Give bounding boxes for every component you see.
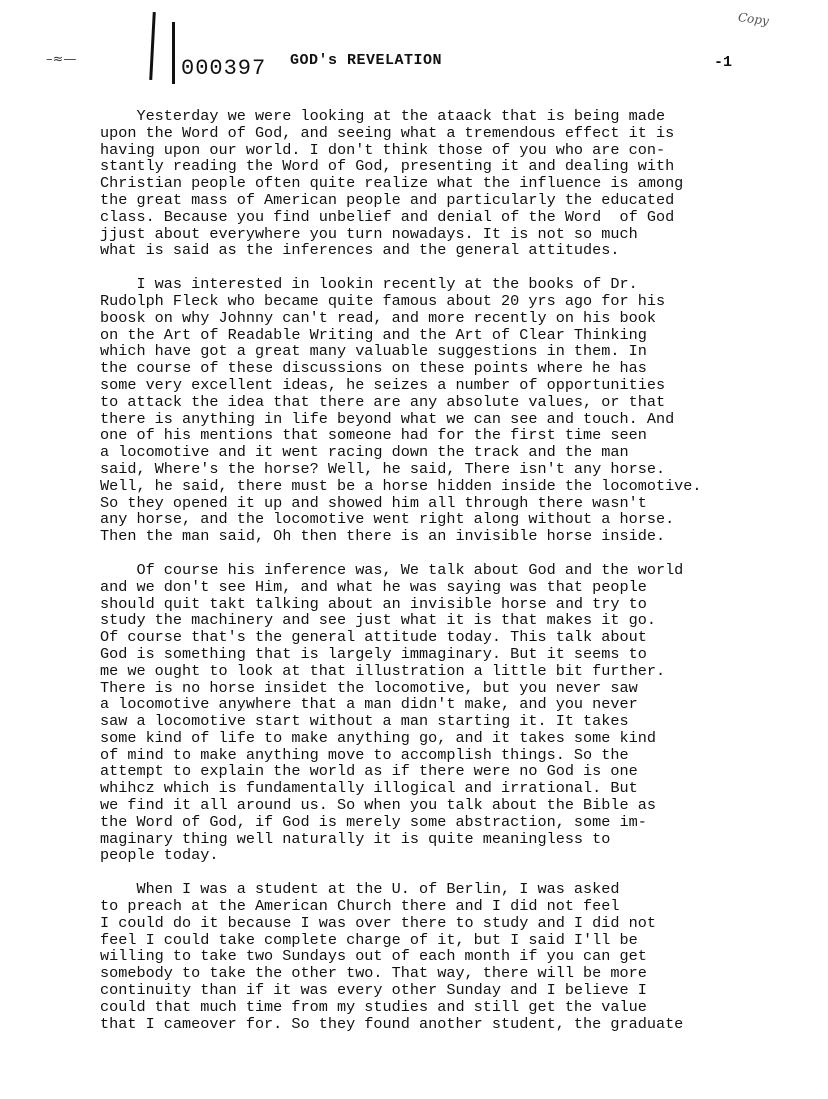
text-line: saw a locomotive start without a man starting it. It takes [100, 712, 629, 731]
paragraph [100, 881, 800, 1032]
text-line: attempt to explain the world as if there were no God is one [100, 762, 638, 781]
text-line: I could do it because I was over there to study and I did not [100, 913, 656, 932]
text-line: some very excellent ideas, he seizes a number of opportunities [100, 375, 666, 394]
text-line: me we ought to look at that illustration a little bit further. [100, 661, 666, 680]
text-line: what is said as the inferences and the general attitudes. [100, 241, 620, 260]
text-line: Of course that's the general attitude today. This talk about [100, 628, 647, 647]
text-line: Christian people often quite realize what the influence is among [100, 174, 684, 193]
page-number: -1 [714, 54, 733, 71]
paragraph [100, 562, 800, 864]
text-line: When I was a student at the U. of Berlin, I was asked [100, 880, 620, 899]
text-line: study the machinery and see just what it is that makes it go. [100, 611, 656, 630]
text-line: Well, he said, there must be a horse hidden inside the locomotive. [100, 476, 702, 495]
text-line: some kind of life to make anything go, and it takes some kind [100, 728, 656, 747]
document-id: 000397 [181, 56, 267, 81]
text-line: So they opened it up and showed him all through there wasn't [100, 493, 647, 512]
text-line: There is no horse insidet the locomotive, but you never saw [100, 678, 638, 697]
text-line: any horse, and the locomotive went right along without a horse. [100, 510, 675, 529]
text-line: jjust about everywhere you turn nowadays. It is not so much [100, 224, 638, 243]
punch-mark-right [172, 22, 175, 84]
text-line: Yesterday we were looking at the ataack that is being made [100, 107, 666, 125]
text-line: a locomotive anywhere that a man didn't make, and you never [100, 695, 638, 714]
text-line: stantly reading the Word of God, presenting it and dealing with [100, 157, 675, 176]
text-line: feel I could take complete charge of it, but I said I'll be [100, 930, 638, 949]
text-line: I was interested in lookin recently at the books of Dr. [100, 275, 638, 294]
text-line: people today. [100, 846, 219, 865]
text-line: Rudolph Fleck who became quite famous about 20 yrs ago for his [100, 291, 666, 310]
text-line: continuity than if it was every other Sunday and I believe I [100, 981, 647, 1000]
page-title: GOD's REVELATION [290, 52, 443, 69]
text-line: upon the Word of God, and seeing what a tremendous effect it is [100, 123, 675, 142]
text-line: having upon our world. I don't think those of you who are con- [100, 140, 666, 159]
text-line: Then the man said, Oh then there is an invisible horse inside. [100, 527, 666, 546]
text-line: one of his mentions that someone had for the first time seen [100, 426, 647, 445]
text-line: somebody to take the other two. That way, there will be more [100, 964, 647, 983]
text-line: could that much time from my studies and still get the value [100, 997, 647, 1016]
text-line: boosk on why Johnny can't read, and more recently on his book [100, 308, 656, 327]
text-line: should quit takt talking about an invisible horse and try to [100, 594, 647, 613]
text-line: a locomotive and it went racing down the track and the man [100, 443, 629, 462]
text-line: to preach at the American Church there and I did not feel [100, 897, 620, 916]
text-line: the great mass of American people and particularly the educated [100, 190, 675, 209]
text-line: willing to take two Sundays out of each month if you can get [100, 947, 647, 966]
paragraph [100, 276, 800, 545]
text-line: and we don't see Him, and what he was saying was that people [100, 577, 647, 596]
text-line: to attack the idea that there are any absolute values, or that [100, 392, 666, 411]
text-line: of mind to make anything move to accomplish things. So the [100, 745, 629, 764]
copy-handwritten-note: Copy [737, 9, 770, 29]
document-body [100, 108, 800, 1049]
text-line: the course of these discussions on these points where he has [100, 359, 647, 378]
text-line: which have got a great many valuable suggestions in them. In [100, 342, 647, 361]
text-line: said, Where's the horse? Well, he said, There isn't any horse. [100, 459, 666, 478]
text-line: on the Art of Readable Writing and the Art of Clear Thinking [100, 325, 647, 344]
text-line: there is anything in life beyond what we can see and touch. And [100, 409, 675, 428]
text-line: whihcz which is fundamentally illogical and irrational. But [100, 779, 638, 798]
punch-mark-left [149, 12, 156, 80]
text-line: Of course his inference was, We talk about God and the world [100, 560, 684, 579]
text-line: we find it all around us. So when you talk about the Bible as [100, 796, 656, 815]
paragraph [100, 108, 800, 259]
text-line: maginary thing well naturally it is quite meaningless to [100, 829, 611, 848]
margin-scribble: –≈— [46, 52, 77, 67]
text-line: that I cameover for. So they found another student, the graduate [100, 1014, 684, 1033]
text-line: the Word of God, if God is merely some abstraction, some im- [100, 812, 647, 831]
text-line: God is something that is largely immaginary. But it seems to [100, 644, 647, 663]
text-line: class. Because you find unbelief and denial of the Word of God [100, 207, 675, 226]
